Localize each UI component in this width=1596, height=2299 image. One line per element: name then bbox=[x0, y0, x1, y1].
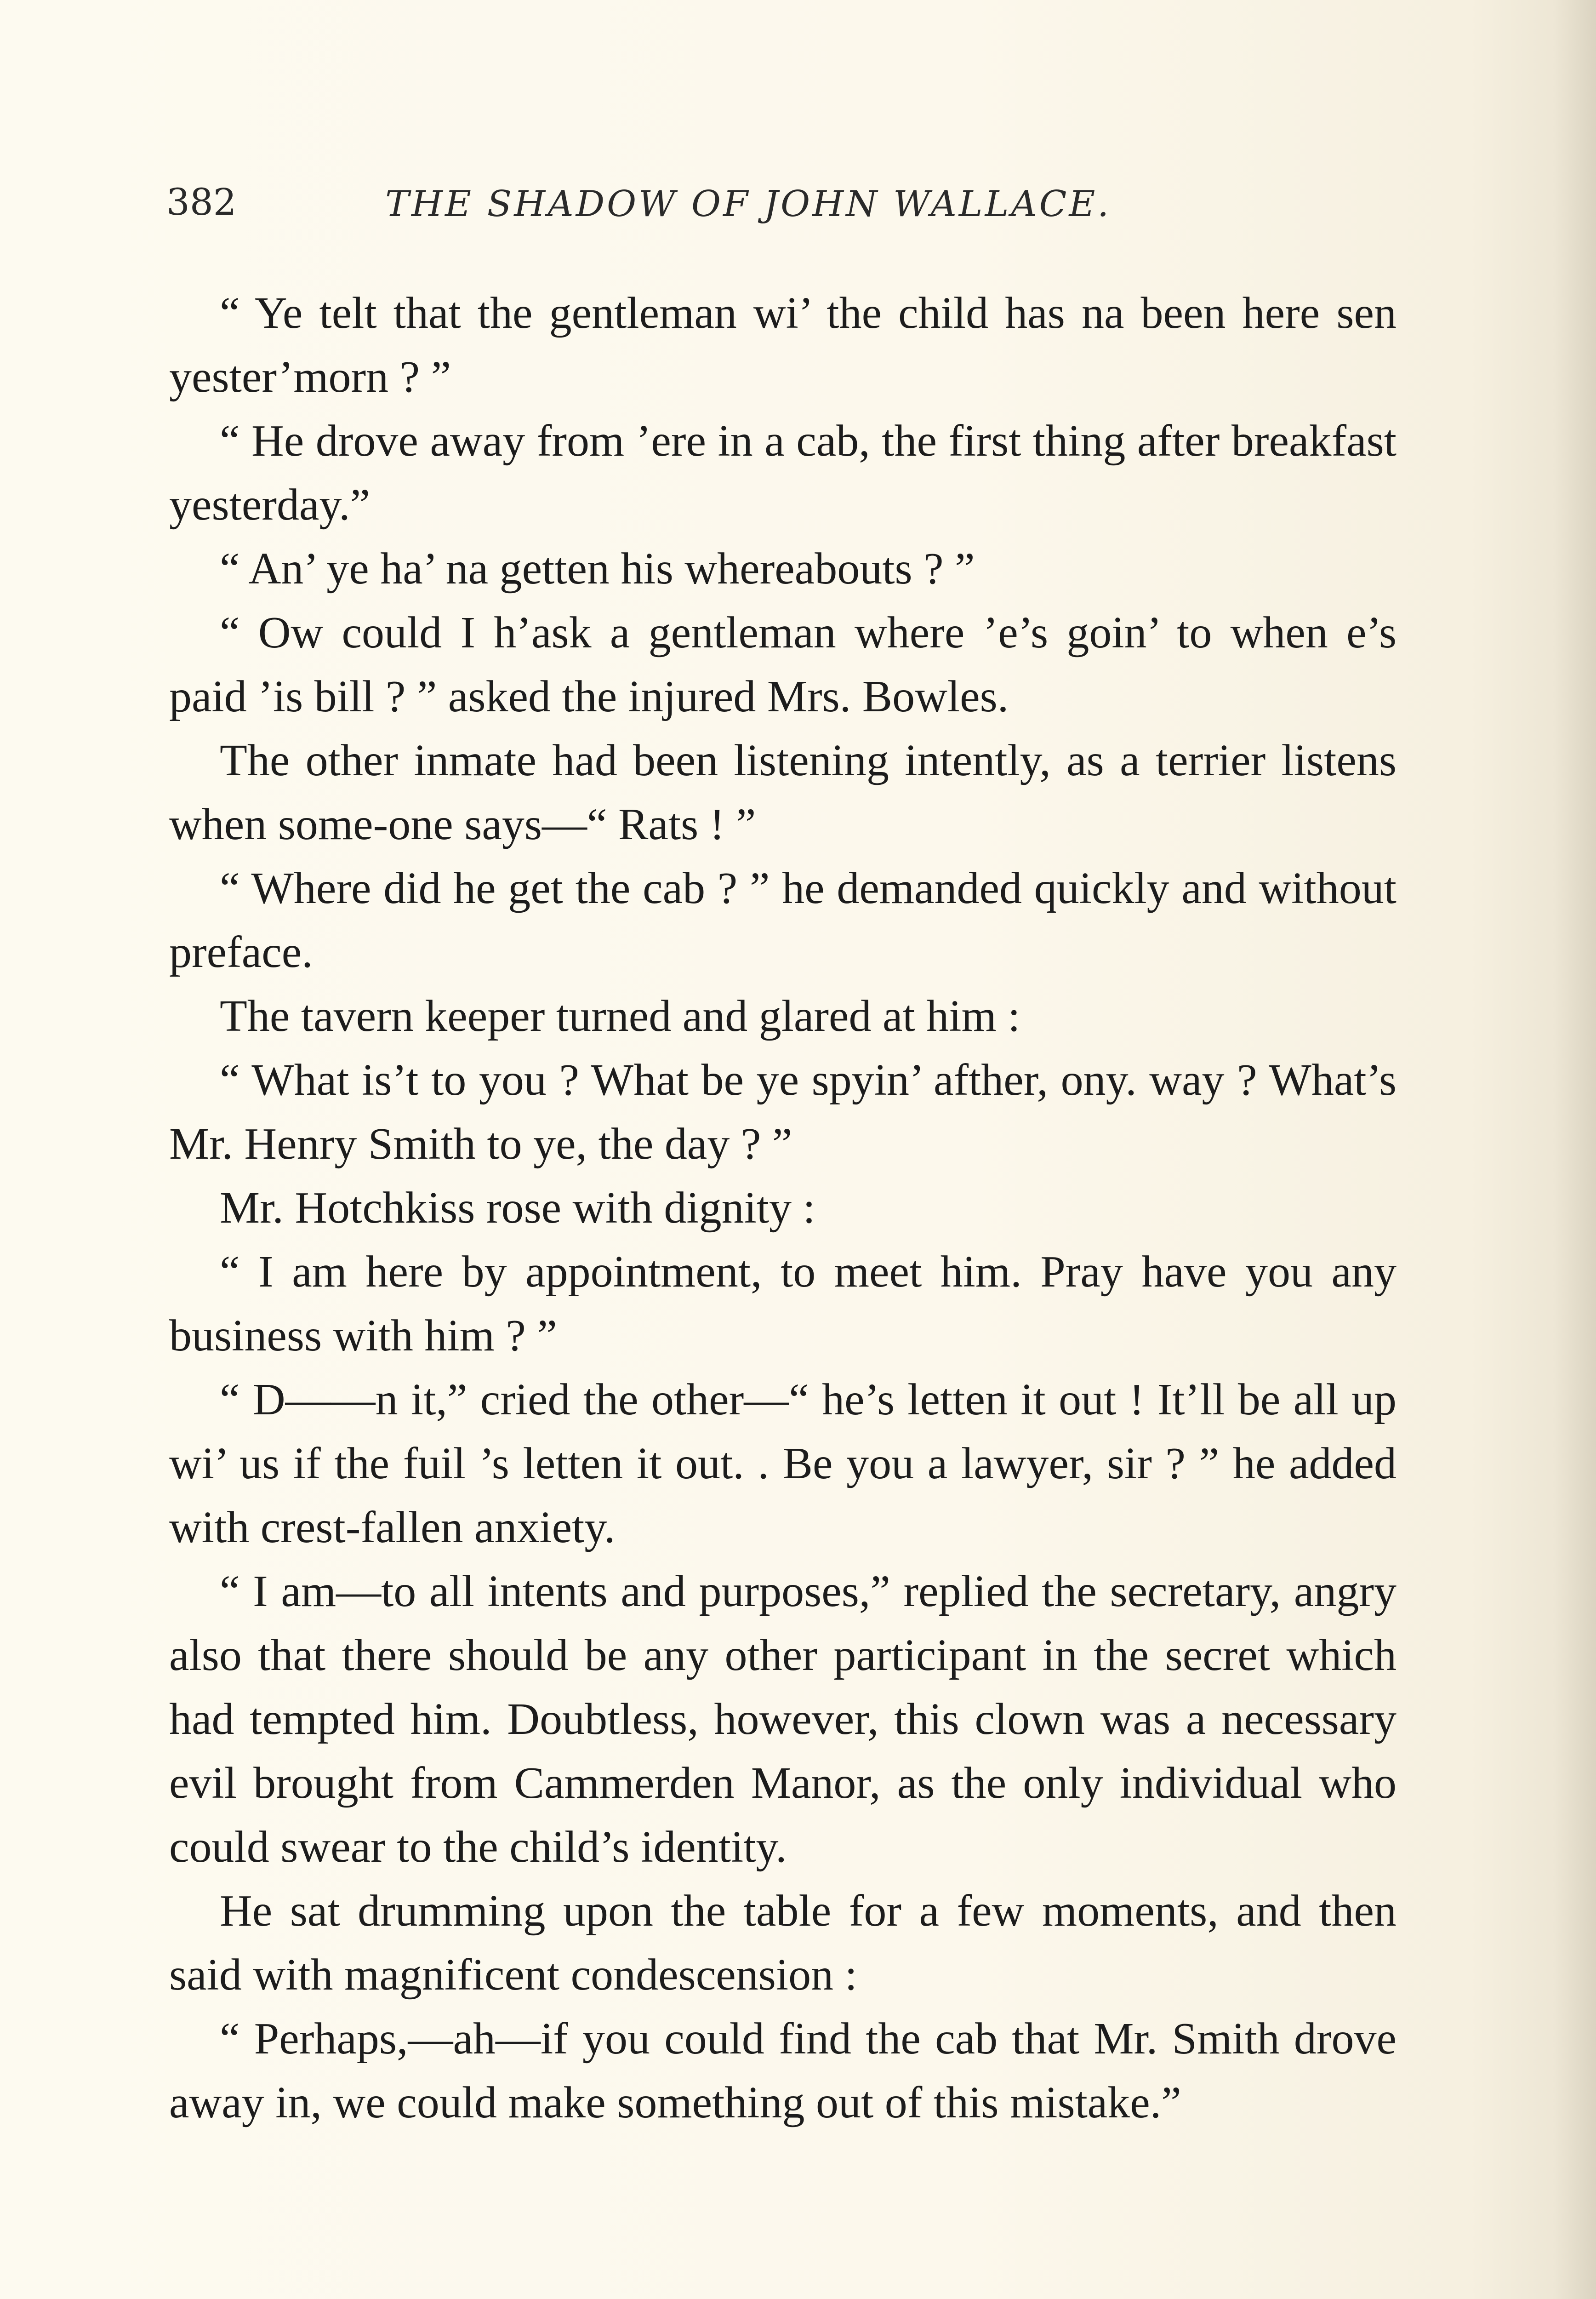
paragraph: “ D——n it,” cried the other—“ he’s letten it out ! It’ll be all up wi’ us if the fuil ’s letten it out. . Be you a lawyer, sir ? ” he added with crest-fallen anxiety. bbox=[169, 1375, 1396, 1552]
paragraph: “ Ye telt that the gentleman wi’ the child has na been here sen yester’morn ? ” bbox=[169, 288, 1396, 402]
paragraph: He sat drumming upon the table for a few moments, and then said with magnificent condescension : bbox=[169, 1886, 1396, 2000]
paragraph: “ I am—to all intents and purposes,” replied the secretary, angry also that there should be any other participant in the secret which had tempted him. Doubtless, however, this clown was a necessary evil brought from Cammerden Manor, as the only individual who could swear to the child’s identity. bbox=[169, 1567, 1396, 1872]
paragraph: “ I am here by appointment, to meet him. Pray have you any business with him ? ” bbox=[169, 1247, 1396, 1361]
running-title: THE SHADOW OF JOHN WALLACE. bbox=[385, 183, 1112, 225]
body-text bbox=[169, 281, 1396, 2135]
paragraph: “ What is’t to you ? What be ye spyin’ afther, ony. way ? What’s Mr. Henry Smith to ye, the day ? ” bbox=[169, 1055, 1396, 1169]
page-edge-shadow bbox=[1555, 0, 1596, 2299]
paragraph: Mr. Hotchkiss rose with dignity : bbox=[220, 1183, 815, 1233]
paragraph: The tavern keeper turned and glared at him : bbox=[220, 991, 1020, 1041]
paragraph: “ He drove away from ’ere in a cab, the first thing after breakfast yesterday.” bbox=[169, 416, 1396, 530]
page-number: 382 bbox=[166, 181, 237, 223]
paragraph: “ Perhaps,—ah—if you could find the cab that Mr. Smith drove away in, we could make something out of this mistake.” bbox=[169, 2014, 1396, 2127]
paragraph: The other inmate had been listening intently, as a terrier listens when some-one says—“ Rats ! ” bbox=[169, 736, 1396, 849]
paragraph: “ Ow could I h’ask a gentleman where ’e’s goin’ to when e’s paid ’is bill ? ” asked the injured Mrs. Bowles. bbox=[169, 608, 1396, 721]
paragraph: “ An’ ye ha’ na getten his whereabouts ? ” bbox=[220, 544, 975, 594]
paragraph: “ Where did he get the cab ? ” he demanded quickly and without preface. bbox=[169, 864, 1396, 977]
